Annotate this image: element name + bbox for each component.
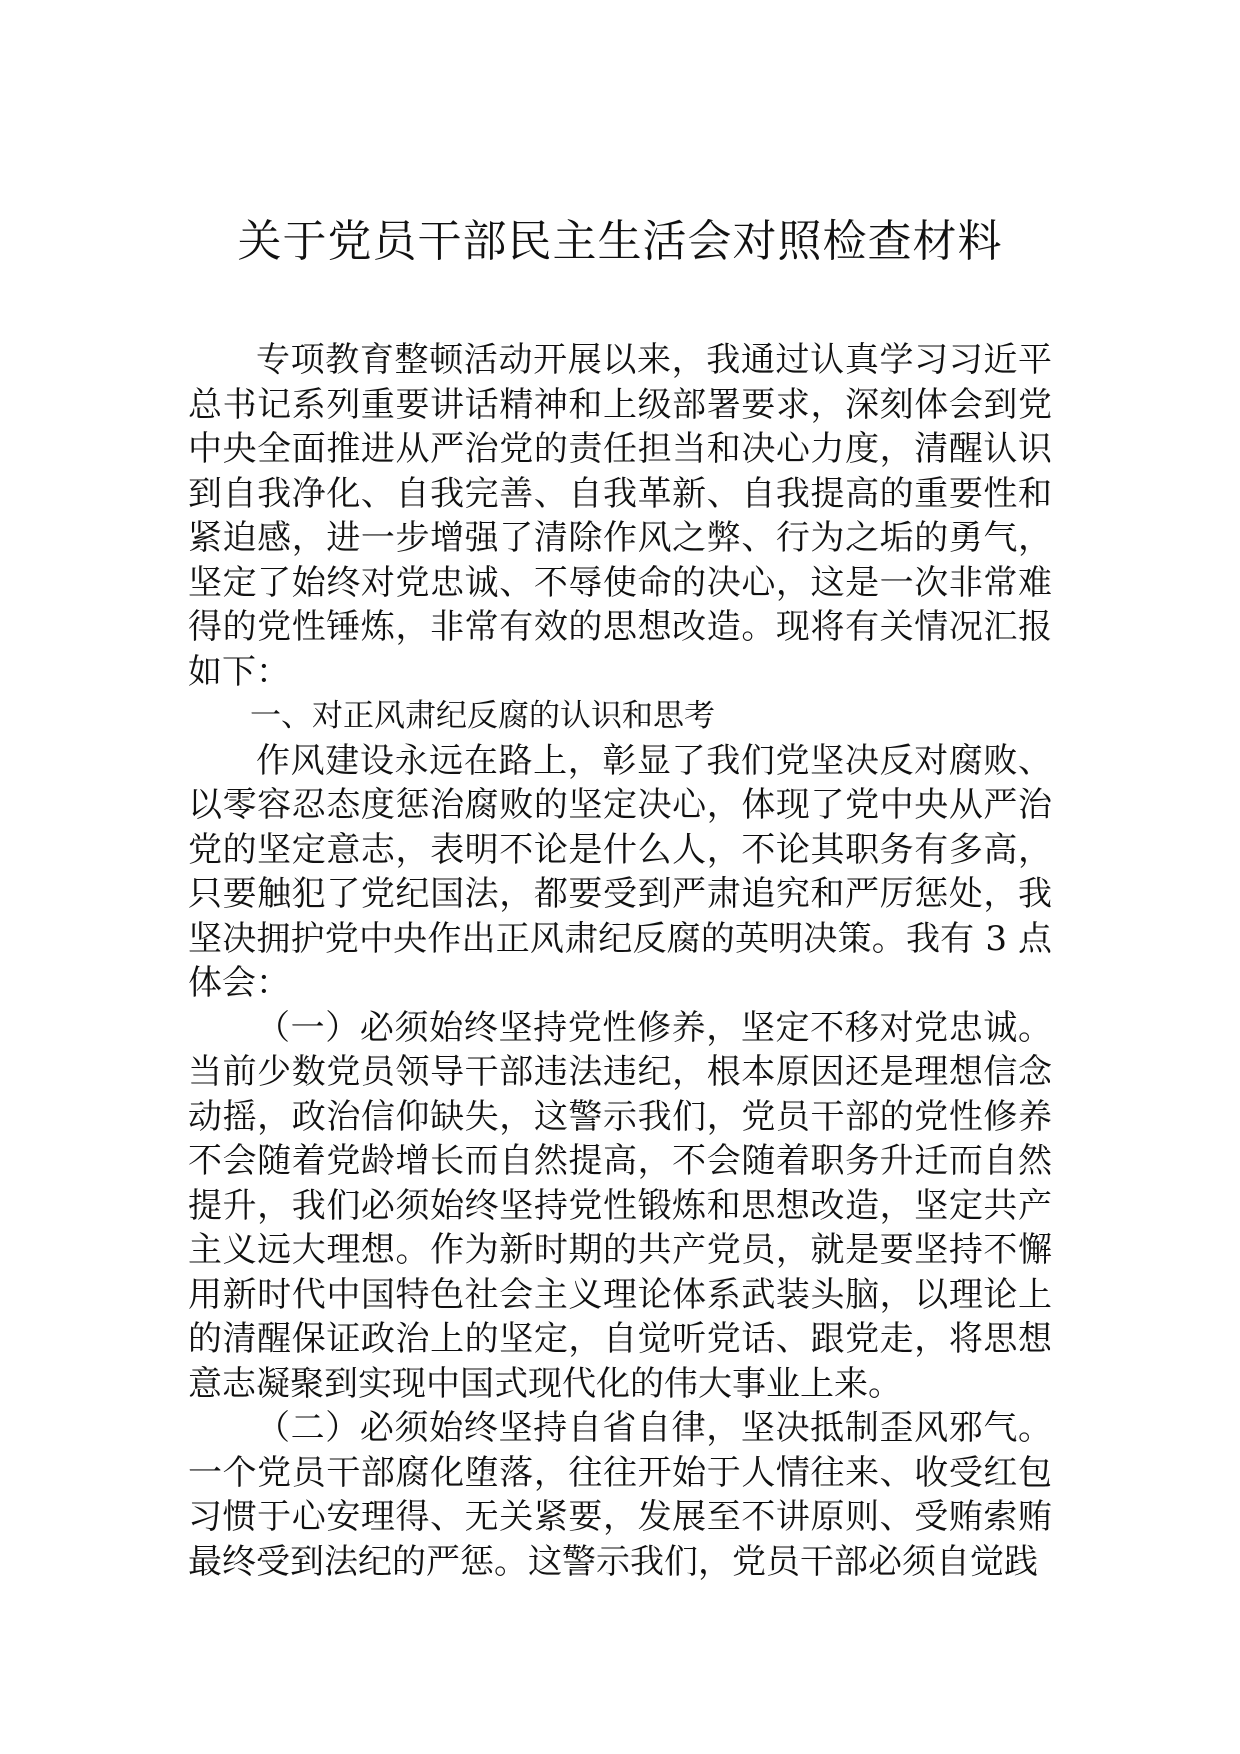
intro-paragraph: 专项教育整顿活动开展以来，我通过认真学习习近平总书记系列重要讲话精神和上级部署要求，深刻体会到党中央全面推进从严治党的责任担当和决心力度，清醒认识到自我净化、自我完善、自我革新、自我提高的重要性和紧迫感，进一步增强了清除作风之弊、行为之垢的勇气，坚定了始终对党忠诚、不辱使命的决心，这是一次非常难得的党性锤炼，非常有效的思想改造。现将有关情况汇报如下： (188, 340, 1052, 692)
point-text-1: 当前少数党员领导干部违法违纪，根本原因还是理想信念动摇，政治信仰缺失，这警示我们，党员干部的党性修养不会随着党龄增长而自然提高，不会随着职务升迁而自然提升，我们必须始终坚持党性锻炼和思想改造，坚定共产主义远大理想。作为新时期的共产党员，就是要坚持不懈用新时代中国特色社会主义理论体系武装头脑，以理论上的清醒保证政治上的坚定，自觉听党话、跟党走，将思想意志凝聚到实现中国式现代化的伟大事业上来。 (188, 1052, 1052, 1404)
document-title: 关于党员干部民主生活会对照检查材料 (237, 216, 1003, 267)
point-lead-1: （一）必须始终坚持党性修养，坚定不移对党忠诚。 (256, 1007, 1052, 1048)
point-paragraph-1 (188, 1006, 1052, 1407)
point-text-2: 一个党员干部腐化堕落，往往开始于人情往来、收受红包习惯于心安理得、无关紧要，发展至不讲原则、受贿索贿最终受到法纪的严惩。这警示我们，党员干部必须自觉践 (188, 1452, 1052, 1582)
document-body (188, 338, 1052, 1584)
section-paragraph: 作风建设永远在路上，彰显了我们党坚决反对腐败、以零容忍态度惩治腐败的坚定决心，体现了党中央从严治党的坚定意志，表明不论是什么人，不论其职务有多高，只要触犯了党纪国法，都要受到严肃追究和严厉惩处，我坚决拥护党中央作出正风肃纪反腐的英明决策。我有 3 点体会： (188, 740, 1052, 1003)
point-paragraph-2 (188, 1406, 1052, 1584)
section-heading: 一、对正风肃纪反腐的认识和思考 (250, 698, 715, 734)
point-lead-2: （二）必须始终坚持自省自律，坚决抵制歪风邪气。 (256, 1408, 1052, 1448)
